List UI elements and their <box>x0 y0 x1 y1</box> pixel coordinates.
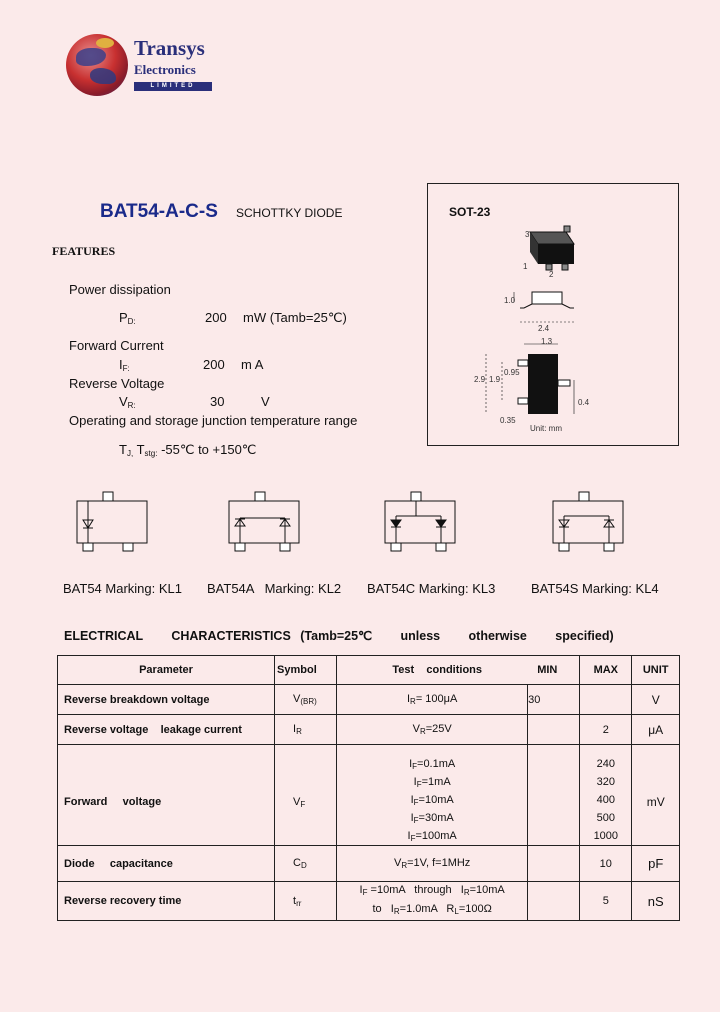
pd-unit: mW (Tamb=25℃) <box>243 310 347 325</box>
vr-unit: V <box>261 394 270 409</box>
logo-brand-sub: Electronics <box>134 62 196 77</box>
header-conditions-min: Test conditions MIN <box>337 656 580 685</box>
dim-4: 2.9 <box>474 375 486 384</box>
table-row: Forward voltage $V_F$ $I_F=0.1mA$ $I_F=1mA$ $I_F=10mA$ $I_F=30mA$ $I_F=100mA$ 240 320 400 500 1000 mV <box>58 745 680 846</box>
forward-current-label: Forward Current <box>69 338 164 353</box>
part-number: BAT54-A-C-S <box>100 201 218 222</box>
temp-range-label: Operating and storage junction temperature range <box>69 413 358 428</box>
if-unit: m A <box>241 357 264 372</box>
pin-label-2: 2 <box>549 270 554 279</box>
pin-label-1: 1 <box>523 262 528 271</box>
circuit-bat54s <box>553 492 623 551</box>
dim-1: 1.0 <box>504 296 516 305</box>
circuit-bat54 <box>77 492 147 551</box>
if-value: 200 <box>203 357 225 372</box>
temp-range-value: $T_{J,}$ $T_{stg:}$ -55℃ to +150℃ <box>119 442 257 458</box>
pd-symbol: $P_{D:}$ <box>119 310 136 326</box>
pin-label-3: 3 <box>525 230 530 239</box>
logo-brand-tag: LIMITED <box>134 82 212 91</box>
power-dissipation-label: Power dissipation <box>69 282 171 297</box>
dim-8: 0.35 <box>500 416 516 425</box>
part-type: SCHOTTKY DIODE <box>236 206 343 220</box>
header-max: MAX <box>580 656 632 685</box>
features-heading: FEATURES <box>52 244 116 258</box>
if-symbol: $I_{F:}$ <box>119 357 130 373</box>
package-name: SOT-23 <box>449 205 491 219</box>
transys-logo-globe <box>66 34 128 96</box>
header-symbol: Symbol <box>275 656 337 685</box>
ec-header-row <box>58 656 680 685</box>
dim-2: 2.4 <box>538 324 550 333</box>
table-row: Reverse voltage leakage current $I_R$ $V_R=25V$ 2 μA <box>58 715 680 745</box>
circuit-bat54a <box>229 492 299 551</box>
dim-5: 1.9 <box>489 375 501 384</box>
reverse-voltage-label: Reverse Voltage <box>69 376 165 391</box>
ec-title: ELECTRICAL CHARACTERISTICS (Tamb=25℃ unless otherwise specified) <box>64 629 614 643</box>
marking-bat54a: BAT54A Marking: KL2 <box>207 581 342 596</box>
marking-circuits <box>70 488 670 552</box>
table-row: Reverse recovery time $t_{rr}$ $I_F =10mA$ through $I_R=10mA$ to $I_R=1.0mA$ $R_L=100\Omega$ 5 nS <box>58 882 680 921</box>
package-drawing <box>428 184 676 442</box>
dim-3: 1.3 <box>541 337 553 346</box>
pd-value: 200 <box>205 310 227 325</box>
header-unit: UNIT <box>632 656 680 685</box>
circuit-bat54c <box>385 492 455 551</box>
marking-bat54c: BAT54C Marking: KL3 <box>367 581 496 596</box>
logo-brand-name: Transys <box>134 36 205 60</box>
table-row: Reverse breakdown voltage $V_{(BR)}$ $I_R= 100\mu A$ 30 V <box>58 685 680 715</box>
package-unit-note: Unit: mm <box>530 424 562 433</box>
ec-table <box>57 655 680 921</box>
table-row: Diode capacitance $C_D$ $V_R=1V$, f=1MHz 10 pF <box>58 846 680 882</box>
dim-6: 0.95 <box>504 368 520 377</box>
marking-bat54: BAT54 Marking: KL1 <box>63 581 182 596</box>
header-parameter: Parameter <box>58 656 275 685</box>
vr-value: 30 <box>210 394 225 409</box>
vr-symbol: $V_{R:}$ <box>119 394 136 410</box>
dim-7: 0.4 <box>578 398 590 407</box>
marking-bat54s: BAT54S Marking: KL4 <box>531 581 659 596</box>
